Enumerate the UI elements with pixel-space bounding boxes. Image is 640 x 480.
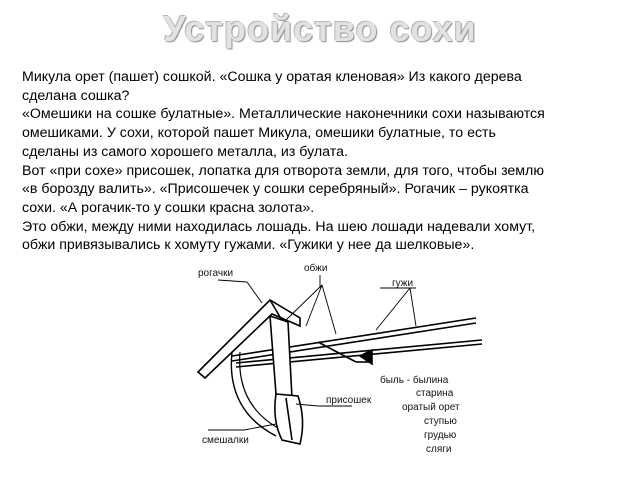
text-line: омешиками. У сохи, которой пашет Микула, омешики булатные, то есть [22, 125, 496, 142]
glossary-item: быль - былина [380, 375, 449, 386]
text-line: «в борозду валить». «Присошечек у сошки серебряный». Рогачик – рукоятка [22, 181, 529, 198]
glossary-item: сляги [426, 444, 452, 455]
text-line: сохи. «А рогачик-то у сошки красна золота». [22, 199, 315, 216]
text-line: обжи привязывались к хомуту гужами. «Гужики у нее да шелковые». [22, 237, 475, 254]
text-line: «Омешики на сошке булатные». Металлические наконечники сохи называются [22, 106, 545, 123]
text-line: Микула орет (пашет) сошкой. «Сошка у оратая кленовая» Из какого дерева [22, 69, 522, 85]
page-title: Устройство сохи [163, 8, 477, 49]
glossary-item: ступью [424, 416, 457, 427]
label-guzhi: гужи [392, 278, 414, 289]
label-rogachki: рогачки [198, 268, 234, 279]
glossary-item: старина [416, 388, 454, 399]
label-obzhi: обжи [304, 263, 328, 274]
glossary-item: оратый орет [402, 402, 460, 413]
glossary-item: грудью [424, 430, 457, 441]
text-line: Вот «при сохе» присошек, лопатка для отворота земли, для того, чтобы землю [22, 162, 544, 179]
glossary [380, 374, 460, 455]
label-smeshalki: смешалки [202, 435, 249, 446]
text-line: Это обжи, между ними находилась лошадь. На шею лошади надевали хомут, [22, 218, 536, 235]
label-prisoshek: присошек [326, 395, 372, 406]
text-line: сделаны из самого хорошего металла, из булата. [22, 143, 348, 160]
text-line: сделана сошка? [22, 87, 130, 104]
